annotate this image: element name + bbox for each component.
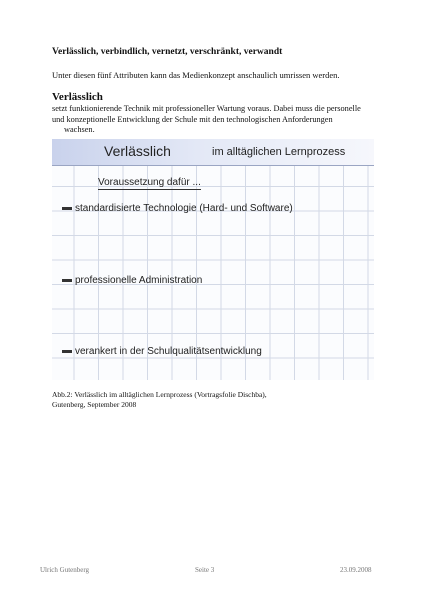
paragraph-line: und konzeptionelle Entwicklung der Schule mit den technologischen Anforderungen bbox=[52, 114, 333, 124]
slide-bullet-text: verankert in der Schulqualitätsentwicklung bbox=[75, 346, 262, 357]
slide-figure bbox=[52, 139, 374, 380]
caption-line: Abb.2: Verlässlich im alltäglichen Lernprozess (Vortragsfolie Dischba), bbox=[52, 390, 267, 399]
slide-title: Verlässlich bbox=[104, 143, 171, 159]
slide-bullet-text: professionelle Administration bbox=[75, 275, 203, 286]
intro-text: Unter diesen fünf Attributen kann das Medienkonzept anschaulich umrissen werden. bbox=[52, 70, 340, 80]
paragraph-line: wachsen. bbox=[64, 125, 95, 134]
footer-date: 23.09.2008 bbox=[340, 566, 372, 574]
paragraph-line: setzt funktionierende Technik mit professioneller Wartung voraus. Dabei muss die personelle bbox=[52, 104, 361, 113]
slide-bullet-text: standardisierte Technologie (Hard- und Software) bbox=[75, 203, 293, 214]
dash-bullet-icon bbox=[62, 350, 72, 353]
section-heading: Verlässlich, verbindlich, vernetzt, verschränkt, verwandt bbox=[52, 47, 283, 57]
footer-page-number: Seite 3 bbox=[195, 566, 215, 574]
dash-bullet-icon bbox=[62, 279, 72, 282]
slide-prerequisite-label: Voraussetzung dafür ... bbox=[98, 177, 201, 188]
figure-caption bbox=[52, 390, 267, 409]
caption-line: Gutenberg, September 2008 bbox=[52, 399, 137, 409]
slide-bullet bbox=[62, 275, 202, 286]
footer-author: Ulrich Gutenberg bbox=[40, 566, 90, 574]
slide-bullet bbox=[62, 346, 262, 357]
slide-title-divider bbox=[52, 165, 374, 166]
slide-subtitle: im alltäglichen Lernprozess bbox=[212, 146, 346, 158]
body-paragraph bbox=[52, 104, 382, 136]
subsection-heading: Verlässlich bbox=[52, 91, 103, 103]
slide-bullet bbox=[62, 203, 293, 214]
dash-bullet-icon bbox=[62, 207, 72, 210]
